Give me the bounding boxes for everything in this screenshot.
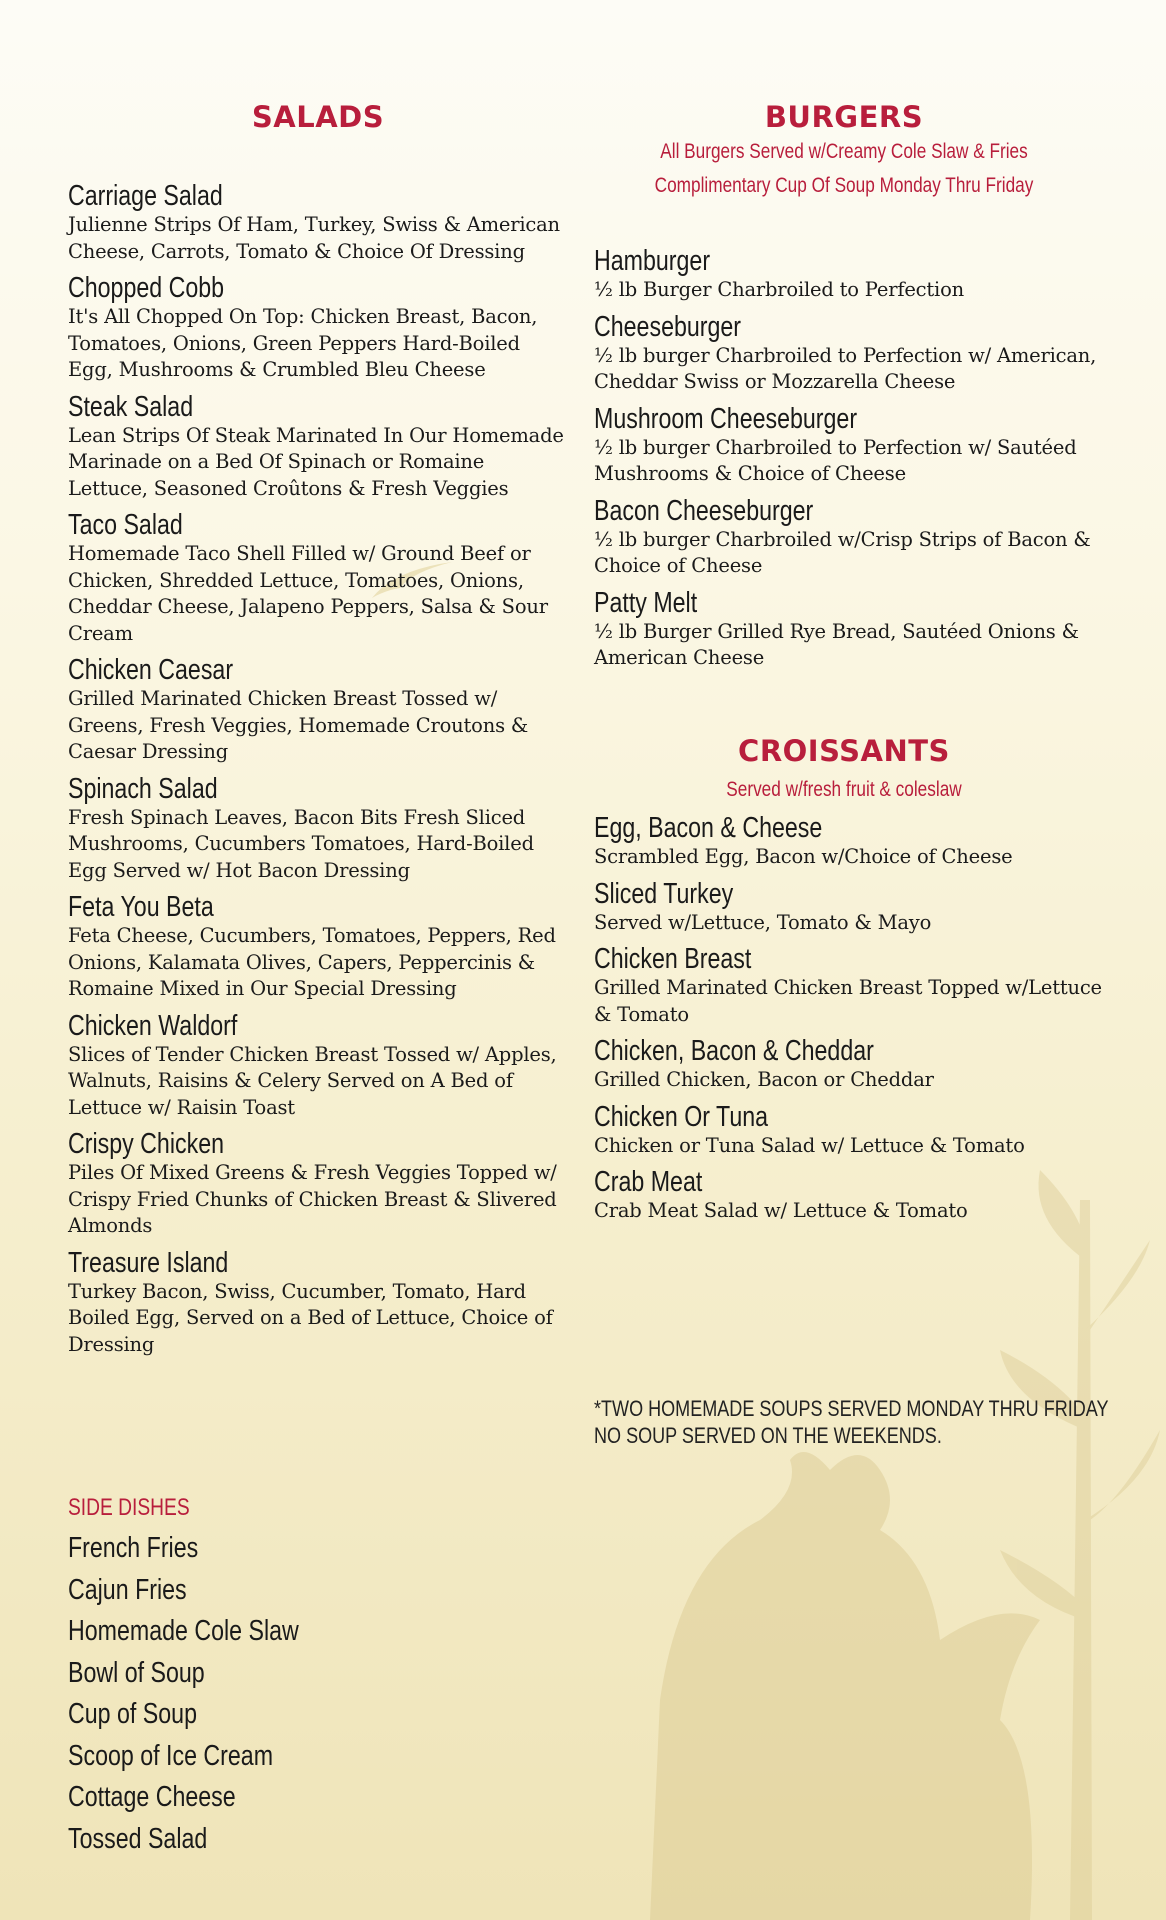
item-desc: Chicken or Tuna Salad w/ Lettuce & Tomato xyxy=(594,1133,1025,1157)
menu-item xyxy=(68,272,568,384)
soup-note-line-1: *TWO HOMEMADE SOUPS SERVED MONDAY THRU FRIDAY xyxy=(594,1396,1109,1421)
item-desc: Grilled Marinated Chicken Breast Topped w/Lettuce & Tomato xyxy=(594,976,1102,1026)
item-desc: Feta Cheese, Cucumbers, Tomatoes, Peppers, Red Onions, Kalamata Olives, Capers, Peppercinis & Romaine Mixed in Our Special Dressing xyxy=(68,924,556,1000)
item-name: Bacon Cheeseburger xyxy=(594,494,814,527)
item-desc: ½ lb burger Charbroiled to Perfection w/ Sautéed Mushrooms & Choice of Cheese xyxy=(594,435,1077,485)
menu-item xyxy=(594,1166,1114,1225)
item-name: Hamburger xyxy=(594,245,711,277)
menu-item xyxy=(594,1035,1114,1094)
croissants-title: CROISSANTS xyxy=(738,734,950,768)
item-name: Carriage Salad xyxy=(68,180,223,212)
item-desc: It's All Chopped On Top: Chicken Breast, Bacon, Tomatoes, Onions, Green Peppers Hard-Boiled Egg, Mushrooms & Crumbled Bleu Cheese xyxy=(68,305,538,381)
menu-item xyxy=(68,1010,568,1122)
menu-item xyxy=(594,245,1114,304)
side-dish-item: Tossed Salad xyxy=(68,1822,208,1855)
side-dish-item: Cottage Cheese xyxy=(68,1781,236,1813)
item-name: Feta You Beta xyxy=(68,891,214,923)
item-name: Taco Salad xyxy=(68,509,183,541)
menu-item xyxy=(68,1247,568,1359)
rooster-icon xyxy=(650,1452,1040,1920)
menu-item xyxy=(594,878,1114,937)
item-desc: Scrambled Egg, Bacon w/Choice of Cheese xyxy=(594,845,1013,868)
menu-item xyxy=(68,509,568,647)
salads-list xyxy=(68,180,568,1365)
item-desc: ½ lb Burger Charbroiled to Perfection xyxy=(594,278,964,301)
menu-item xyxy=(594,587,1114,672)
side-dishes-list xyxy=(68,1528,357,1860)
salads-title: SALADS xyxy=(251,100,385,134)
item-name: Chicken, Bacon & Cheddar xyxy=(594,1035,874,1067)
item-desc: Julienne Strips Of Ham, Turkey, Swiss & American Cheese, Carrots, Tomato & Choice Of Dressing xyxy=(68,213,560,263)
item-desc: Crab Meat Salad w/ Lettuce & Tomato xyxy=(594,1199,968,1222)
croissants-list xyxy=(594,812,1114,1232)
side-dish-item: Bowl of Soup xyxy=(68,1656,205,1689)
item-name: Crab Meat xyxy=(594,1166,703,1198)
item-name: Egg, Bacon & Cheese xyxy=(594,812,823,844)
item-name: Treasure Island xyxy=(68,1246,229,1279)
side-dish-item: Scoop of Ice Cream xyxy=(68,1739,274,1772)
item-desc: Fresh Spinach Leaves, Bacon Bits Fresh Sliced Mushrooms, Cucumbers Tomatoes, Hard-Boiled Egg Served w/ Hot Bacon Dressing xyxy=(68,805,534,882)
side-dish-item: Cajun Fries xyxy=(68,1573,187,1606)
side-dish-item: Cup of Soup xyxy=(68,1698,197,1730)
side-dish-item: Homemade Cole Slaw xyxy=(68,1615,299,1647)
item-name: Chicken Caesar xyxy=(68,654,234,686)
menu-item xyxy=(594,495,1114,580)
item-name: Patty Melt xyxy=(594,586,698,619)
menu-item xyxy=(594,311,1114,396)
burgers-subtitle-1: All Burgers Served w/Creamy Cole Slaw & Fries xyxy=(660,140,1028,163)
menu-item xyxy=(594,812,1114,871)
burgers-title: BURGERS xyxy=(764,100,924,134)
item-desc: ½ lb burger Charbroiled to Perfection w/ American, Cheddar Swiss or Mozzarella Cheese xyxy=(594,343,1097,393)
soup-note-line-2: NO SOUP SERVED ON THE WEEKENDS. xyxy=(594,1423,942,1448)
side-dish-item: French Fries xyxy=(68,1532,199,1564)
item-name: Sliced Turkey xyxy=(594,877,734,910)
menu-item xyxy=(68,180,568,265)
menu-item xyxy=(68,654,568,766)
item-name: Chicken Breast xyxy=(594,943,752,975)
item-desc: Homemade Taco Shell Filled w/ Ground Beef or Chicken, Shredded Lettuce, Tomatoes, Onions, Cheddar Cheese, Jalapeno Peppers, Salsa & Sour Cream xyxy=(68,542,548,645)
item-name: Chicken Or Tuna xyxy=(594,1100,769,1133)
burgers-subtitle-2: Complimentary Cup Of Soup Monday Thru Friday xyxy=(654,174,1034,197)
item-name: Cheeseburger xyxy=(594,310,742,343)
item-desc: Grilled Chicken, Bacon or Cheddar xyxy=(594,1068,934,1091)
item-desc: Piles Of Mixed Greens & Fresh Veggies Topped w/ Crispy Fried Chunks of Chicken Breast & Slivered Almonds xyxy=(68,1161,557,1237)
item-name: Spinach Salad xyxy=(68,772,218,805)
item-name: Steak Salad xyxy=(68,390,194,423)
item-desc: Lean Strips Of Steak Marinated In Our Homemade Marinade on a Bed Of Spinach or Romaine Lettuce, Seasoned Croûtons & Fresh Veggies xyxy=(68,423,564,500)
menu-item xyxy=(594,943,1114,1028)
item-desc: Served w/Lettuce, Tomato & Mayo xyxy=(594,910,932,934)
menu-item xyxy=(68,391,568,503)
item-desc: Grilled Marinated Chicken Breast Tossed w/ Greens, Fresh Veggies, Homemade Croutons & Caesar Dressing xyxy=(68,687,529,763)
menu-item xyxy=(68,891,568,1003)
item-name: Chicken Waldorf xyxy=(68,1009,238,1042)
menu-item xyxy=(68,1128,568,1240)
croissants-subtitle: Served w/fresh fruit & coleslaw xyxy=(726,778,962,801)
menu-item xyxy=(594,1101,1114,1160)
item-desc: ½ lb Burger Grilled Rye Bread, Sautéed Onions & American Cheese xyxy=(594,619,1079,669)
item-name: Mushroom Cheeseburger xyxy=(594,402,858,435)
item-desc: Turkey Bacon, Swiss, Cucumber, Tomato, Hard Boiled Egg, Served on a Bed of Lettuce, Choice of Dressing xyxy=(68,1279,553,1356)
burgers-list xyxy=(594,245,1114,679)
menu-item xyxy=(68,773,568,885)
item-desc: Slices of Tender Chicken Breast Tossed w/ Apples, Walnuts, Raisins & Celery Served on A Bed of Lettuce w/ Raisin Toast xyxy=(68,1042,557,1119)
item-desc: ½ lb burger Charbroiled w/Crisp Strips of Bacon & Choice of Cheese xyxy=(594,527,1091,577)
item-name: Crispy Chicken xyxy=(68,1128,224,1160)
item-name: Chopped Cobb xyxy=(68,272,225,304)
soup-note xyxy=(594,1395,1109,1449)
side-dishes-title: SIDE DISHES xyxy=(68,1494,190,1521)
menu-item xyxy=(594,403,1114,488)
